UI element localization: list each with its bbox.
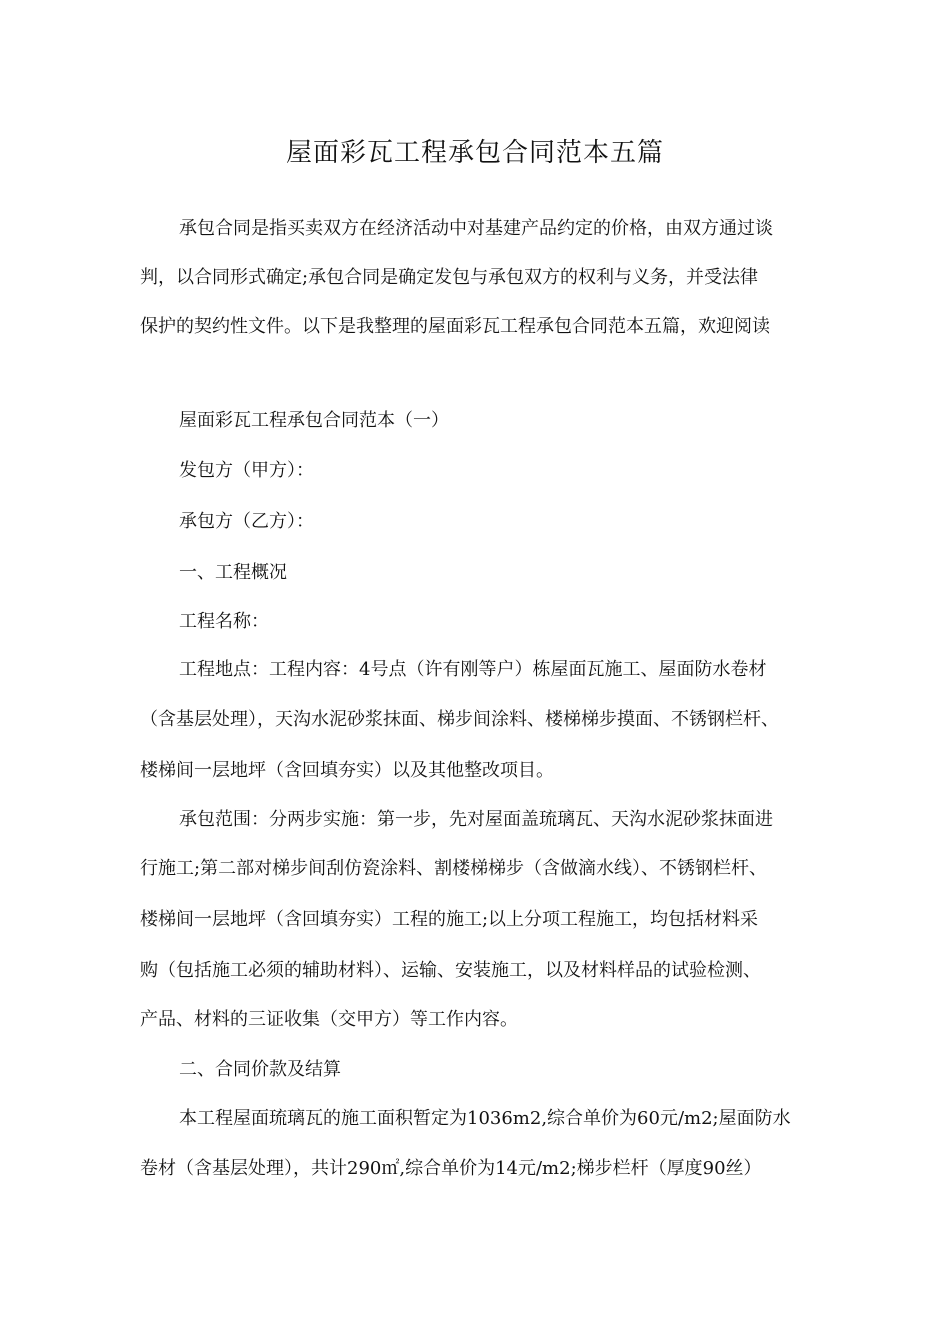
scope-line: 购（包括施工必须的辅助材料）、运输、安装施工，以及材料样品的试验检测、 xyxy=(140,960,761,981)
section-heading: 屋面彩瓦工程承包合同范本（一） xyxy=(179,410,449,431)
project-name-label: 工程名称： xyxy=(179,611,269,632)
scope-line: 行施工;第二部对梯步间刮仿瓷涂料、割楼梯梯步（含做滴水线）、不锈钢栏杆、 xyxy=(140,858,768,879)
scope-line: 楼梯间一层地坪（含回填夯实）工程的施工;以上分项工程施工，均包括材料采 xyxy=(140,909,759,930)
location-line: （含基层处理），天沟水泥砂浆抹面、梯步间涂料、楼梯梯步摸面、不锈钢栏杆、 xyxy=(140,709,779,730)
document-title: 屋面彩瓦工程承包合同范本五篇 xyxy=(285,138,664,168)
intro-line: 判，以合同形式确定;承包合同是确定发包与承包双方的权利与义务，并受法律 xyxy=(140,267,759,288)
intro-line: 承包合同是指买卖双方在经济活动中对基建产品约定的价格，由双方通过谈 xyxy=(179,218,773,239)
scope-line: 承包范围：分两步实施：第一步，先对屋面盖琉璃瓦、天沟水泥砂浆抹面进 xyxy=(179,809,773,830)
scope-line: 产品、材料的三证收集（交甲方）等工作内容。 xyxy=(140,1009,518,1030)
party-b-label: 承包方（乙方）： xyxy=(179,511,314,532)
heading-project-overview: 一、工程概况 xyxy=(179,562,287,583)
location-line: 楼梯间一层地坪（含回填夯实）以及其他整改项目。 xyxy=(140,760,554,781)
price-line: 本工程屋面琉璃瓦的施工面积暂定为1036m2,综合单价为60元/m2;屋面防水 xyxy=(179,1108,791,1129)
heading-price-settlement: 二、合同价款及结算 xyxy=(179,1059,341,1080)
location-line: 工程地点：工程内容：4号点（许有刚等户）栋屋面瓦施工、屋面防水卷材 xyxy=(179,659,767,680)
intro-line: 保护的契约性文件。以下是我整理的屋面彩瓦工程承包合同范本五篇，欢迎阅读 xyxy=(140,316,770,337)
party-a-label: 发包方（甲方）： xyxy=(179,460,314,481)
price-line: 卷材（含基层处理），共计290㎡,综合单价为14元/m2;梯步栏杆（厚度90丝） xyxy=(140,1158,762,1179)
